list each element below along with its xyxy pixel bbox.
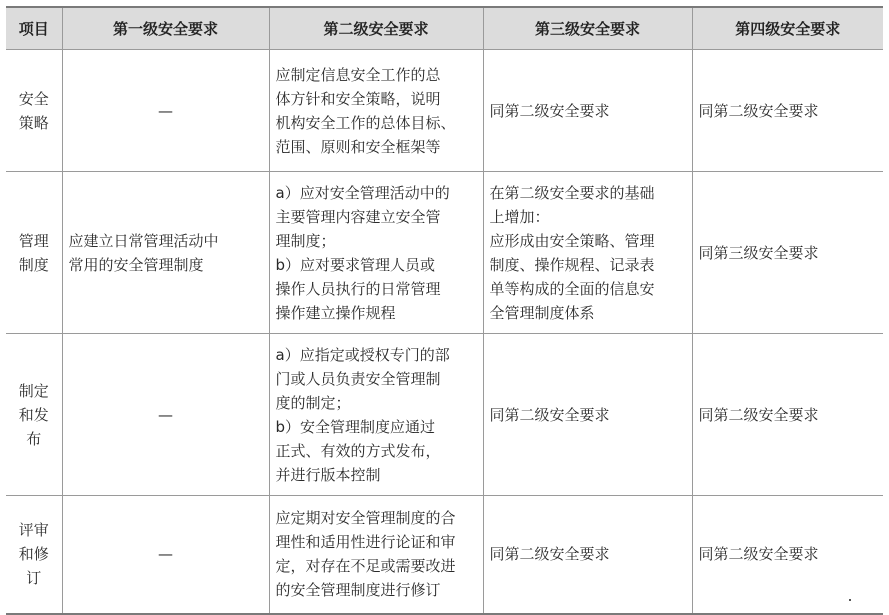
level2-cell — [269, 334, 483, 496]
requirements-table — [6, 6, 883, 615]
text-line: 门或人员负责安全管理制 — [275, 369, 441, 388]
item-line: 订 — [26, 569, 42, 588]
text-line: 理性和适用性进行论证和审 — [275, 533, 456, 552]
text-line: 上增加： — [489, 207, 550, 226]
level3-cell: 同第二级安全要求 — [483, 50, 692, 172]
text-line: 应建立日常管理活动中 — [68, 231, 219, 250]
header-item: 项目 — [6, 7, 62, 50]
level1-cell: — — [62, 50, 269, 172]
level1-cell — [62, 172, 269, 334]
header-level1: 第一级安全要求 — [62, 7, 269, 50]
item-line: 和发 — [18, 405, 49, 424]
item-line: 管理 — [18, 231, 49, 250]
header-level3: 第三级安全要求 — [483, 7, 692, 50]
level4-cell: 同第二级安全要求 — [692, 496, 883, 614]
text-line: 在第二级安全要求的基础 — [489, 183, 655, 202]
table-row-security-policy — [6, 50, 883, 172]
text-line: 体方针和安全策略，说明 — [275, 89, 441, 108]
item-line: 和修 — [18, 545, 49, 564]
text-line: 主要管理内容建立安全管 — [275, 207, 441, 226]
item-cell — [6, 496, 62, 614]
level1-cell: — — [62, 334, 269, 496]
text-line: 机构安全工作的总体目标、 — [275, 113, 456, 132]
item-line: 制度 — [18, 255, 49, 274]
text-line: b）安全管理制度应通过 — [275, 417, 436, 436]
text-line: 的安全管理制度进行修订 — [275, 581, 441, 600]
level4-cell: 同第二级安全要求 — [692, 334, 883, 496]
level3-cell: 同第二级安全要求 — [483, 334, 692, 496]
text-line: 度的制定； — [275, 393, 351, 412]
text-line: 正式、有效的方式发布， — [275, 441, 441, 460]
table-row-formulation-release — [6, 334, 883, 496]
text-line: 制度、操作规程、记录表 — [489, 255, 655, 274]
text-line: a）应指定或授权专门的部 — [275, 345, 450, 364]
level3-cell — [483, 172, 692, 334]
page-mark — [849, 599, 851, 601]
level3-cell: 同第二级安全要求 — [483, 496, 692, 614]
header-level4: 第四级安全要求 — [692, 7, 883, 50]
level2-cell — [269, 172, 483, 334]
header-row — [6, 7, 883, 50]
level1-cell: — — [62, 496, 269, 614]
text-line: 应形成由安全策略、管理 — [489, 231, 655, 250]
text-line: 应制定信息安全工作的总 — [275, 65, 441, 84]
level4-cell: 同第二级安全要求 — [692, 50, 883, 172]
text-line: 理制度； — [275, 231, 336, 250]
item-line: 安全 — [18, 89, 49, 108]
level2-cell — [269, 496, 483, 614]
item-line: 评审 — [18, 521, 49, 540]
text-line: 范围、原则和安全框架等 — [275, 137, 441, 156]
header-level2: 第二级安全要求 — [269, 7, 483, 50]
level4-cell: 同第三级安全要求 — [692, 172, 883, 334]
item-cell — [6, 334, 62, 496]
text-line: 常用的安全管理制度 — [68, 255, 204, 274]
text-line: b）应对要求管理人员或 — [275, 255, 436, 274]
text-line: 应定期对安全管理制度的合 — [275, 509, 456, 528]
item-cell — [6, 50, 62, 172]
item-line: 布 — [26, 429, 42, 448]
text-line: 单等构成的全面的信息安 — [489, 279, 655, 298]
text-line: 并进行版本控制 — [275, 465, 381, 484]
text-line: 操作建立操作规程 — [275, 303, 396, 322]
item-cell — [6, 172, 62, 334]
item-line: 策略 — [18, 113, 49, 132]
text-line: 定，对存在不足或需要改进 — [275, 557, 456, 576]
item-line: 制定 — [18, 381, 49, 400]
text-line: 全管理制度体系 — [489, 303, 595, 322]
text-line: a）应对安全管理活动中的 — [275, 183, 450, 202]
text-line: 操作人员执行的日常管理 — [275, 279, 441, 298]
table-row-management-system — [6, 172, 883, 334]
level2-cell — [269, 50, 483, 172]
table-row-review-revision — [6, 496, 883, 614]
